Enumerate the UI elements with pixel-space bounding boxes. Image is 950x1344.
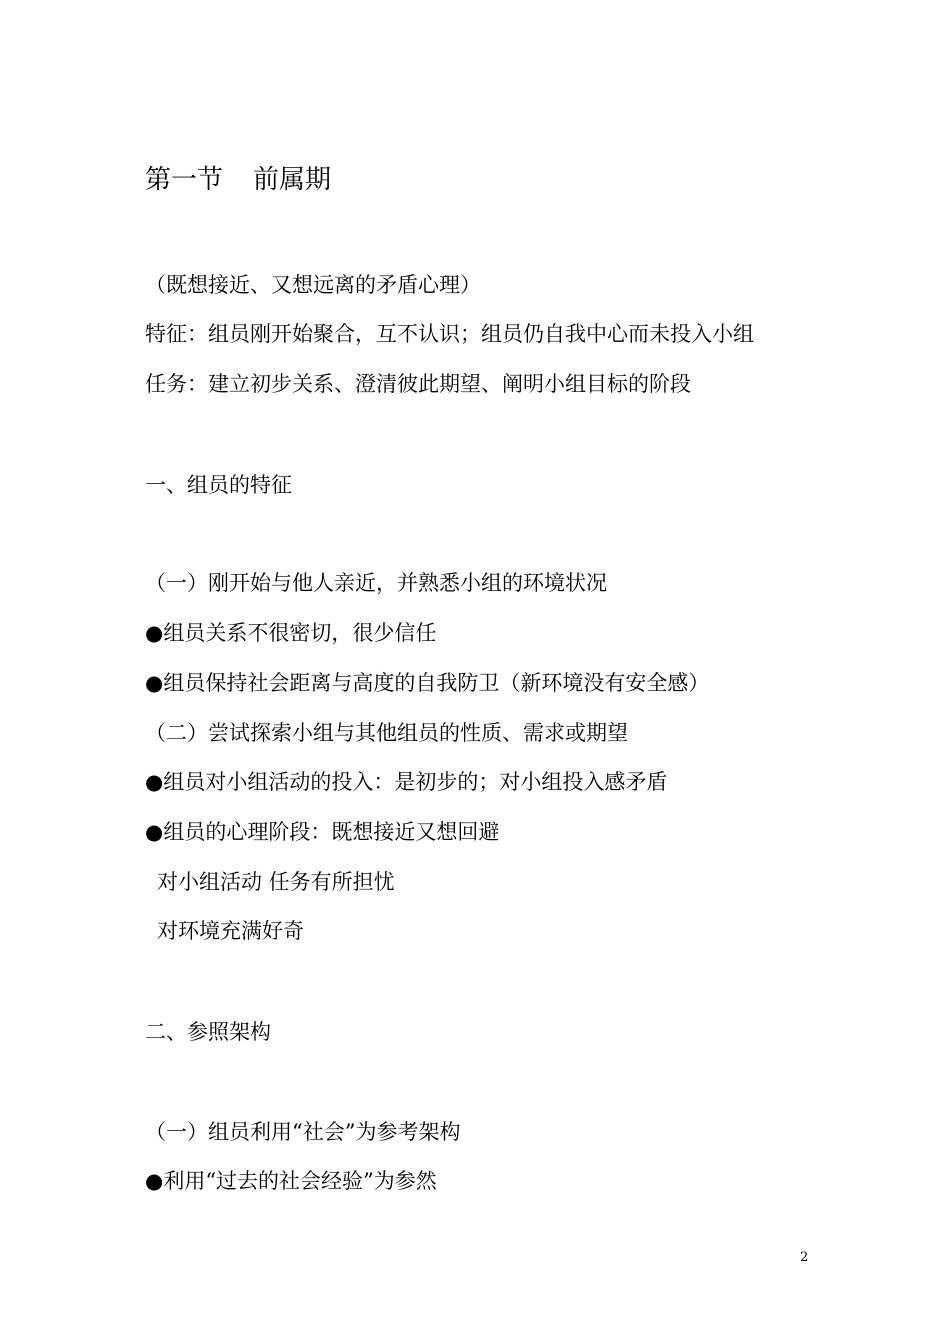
bullet-item: ●组员保持社会距离与高度的自我防卫（新环境没有安全感） [145, 671, 710, 695]
section1-sub2: （二）尝试探索小组与其他组员的性质、需求或期望 [145, 721, 628, 745]
section2-heading: 二、参照架构 [145, 1020, 271, 1044]
section1-heading: 一、组员的特征 [145, 473, 292, 497]
detail-line: 对环境充满好奇 [157, 919, 304, 943]
features-line: 特征：组员刚开始聚合，互不认识；组员仍自我中心而未投入小组 [145, 322, 754, 346]
bullet-item: ●利用“过去的社会经验”为参然 [145, 1169, 437, 1193]
subtitle: （既想接近、又想远离的矛盾心理） [145, 273, 481, 297]
detail-line: 对小组活动 任务有所担忧 [157, 870, 395, 894]
bullet-item: ●组员关系不很密切，很少信任 [145, 621, 437, 645]
section-title [145, 163, 331, 197]
tasks-line: 任务：建立初步关系、澄清彼此期望、阐明小组目标的阶段 [145, 372, 691, 396]
bullet-item: ●组员的心理阶段：既想接近又想回避 [145, 820, 500, 844]
page-number: 2 [800, 1250, 809, 1265]
bullet-item: ●组员对小组活动的投入：是初步的；对小组投入感矛盾 [145, 770, 668, 794]
section2-sub1: （一）组员利用“社会”为参考架构 [145, 1120, 461, 1144]
chapter-name: 前属期 [253, 165, 332, 195]
section1-sub1: （一）刚开始与他人亲近，并熟悉小组的环境状况 [145, 571, 607, 595]
chapter-label: 第一节 [145, 165, 224, 195]
